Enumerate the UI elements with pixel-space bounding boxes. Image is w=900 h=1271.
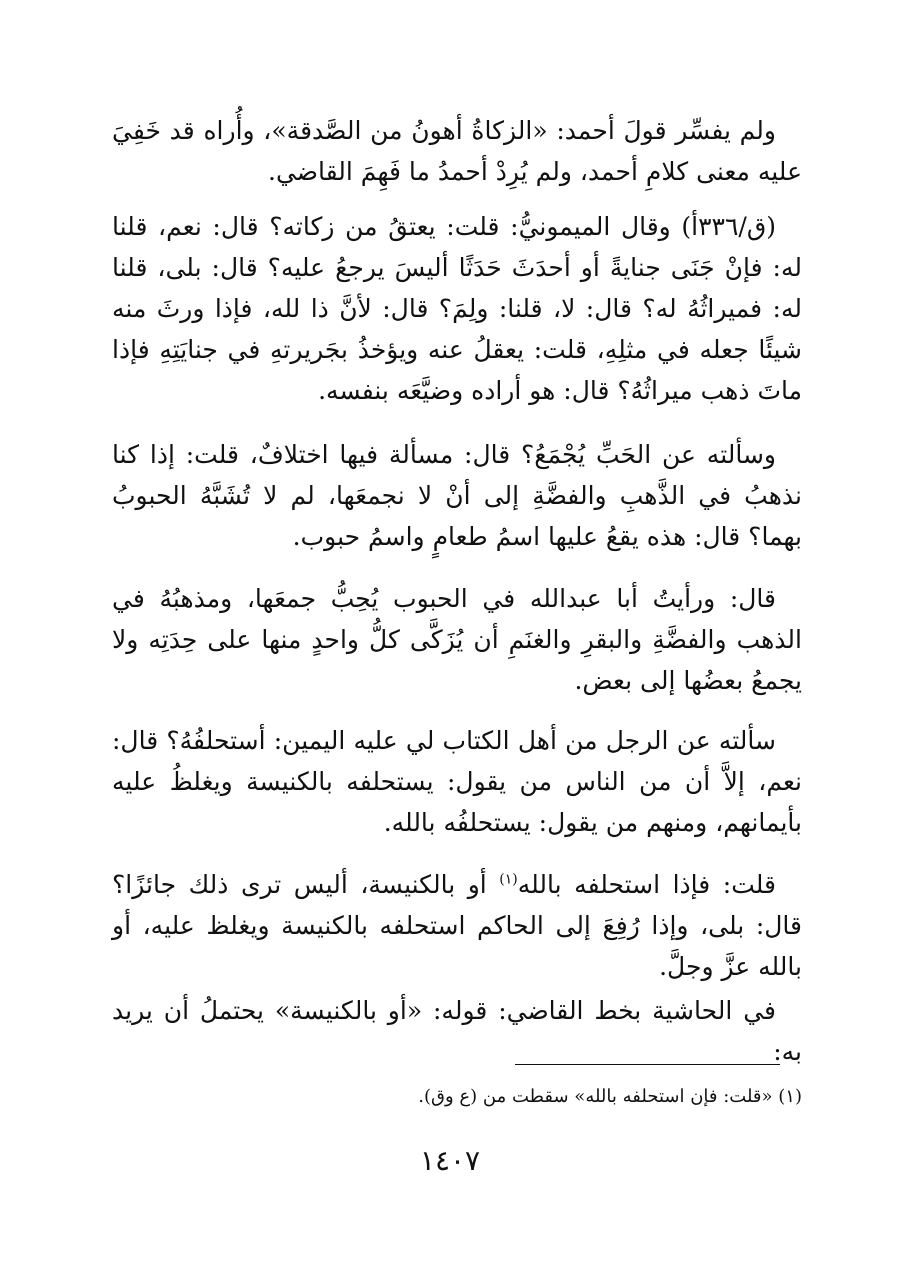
footnote-1: (١) «قلت: فإن استحلفه بالله» سقطت من (ع وق). xyxy=(418,1086,802,1107)
page-number: ١٤٠٧ xyxy=(419,1144,481,1177)
paragraph-2: (ق/٣٣٦أ) وقال الميمونيُّ: قلت: يعتقُ من زكاته؟ قال: نعم، قلنا له: فإنْ جَنَى جنايةً أو أحدَثَ حَدَثًا أليسَ يرجعُ عليه؟ قال: بلى، قلنا له: فميراثُهُ له؟ قال: لا، قلنا: ولِمَ؟ قال: لأنَّ ذا لله، فإذا ورثَ منه شيئًا جعله في مثلِهِ، قلت: يعقلُ عنه ويؤخذُ بجَريرتهِ في جنايَتِهِ فإذا ماتَ ذهب ميراثُهُ؟ قال: هو أراده وضيَّعَه بنفسه. xyxy=(112,212,802,405)
paragraph-4: قال: ورأيتُ أبا عبدالله في الحبوب يُحِبُّ جمعَها، ومذهبُهُ في الذهب والفضَّةِ والبقرِ والغنَمِ أن يُزَكَّى كلُّ واحدٍ منها على حِدَتِه ولا يجمعُ بعضُها إلى بعض. xyxy=(112,584,802,695)
paragraph-1: ولم يفسِّر قولَ أحمد: «الزكاةُ أهونُ من الصَّدقة»، وأُراه قد خَفِيَ عليه معنى كلامِ أحمد، ولم يُرِدْ أحمدُ ما فَهِمَ القاضي. xyxy=(112,116,802,186)
footnote-separator-line xyxy=(515,1064,780,1065)
paragraph-7: في الحاشية بخط القاضي: قوله: «أو بالكنيسة» يحتملُ أن يريد به: xyxy=(112,996,802,1066)
paragraph-6 xyxy=(112,864,802,987)
footnote-reference-marker[interactable]: (١) xyxy=(499,871,518,888)
paragraph-5: سألته عن الرجل من أهل الكتاب لي عليه اليمين: أستحلفُهُ؟ قال: نعم، إلاَّ أن من الناس من يقول: يستحلفه بالكنيسة ويغلظُ عليه بأيمانهم، ومنهم من يقول: يستحلفُه بالله. xyxy=(112,726,802,837)
paragraph-6-text-before: قلت: فإذا استحلفه بالله xyxy=(517,870,776,899)
paragraph-3: وسألته عن الحَبِّ يُجْمَعُ؟ قال: مسألة فيها اختلافٌ، قلت: إذا كنا نذهبُ في الذَّهبِ والفضَّةِ إلى أنْ لا نجمعَها، لم لا تُشَبَّهُ الحبوبُ بهما؟ قال: هذه يقعُ عليها اسمُ طعامٍ واسمُ حبوب. xyxy=(112,440,802,551)
paragraph-6-text-after: أو بالكنيسة، أليس ترى ذلك جائزًا؟ قال: بلى، وإذا رُفِعَ إلى الحاكم استحلفه بالكنيسة ويغلظ عليه، أو بالله عزَّ وجلَّ. xyxy=(112,870,802,981)
